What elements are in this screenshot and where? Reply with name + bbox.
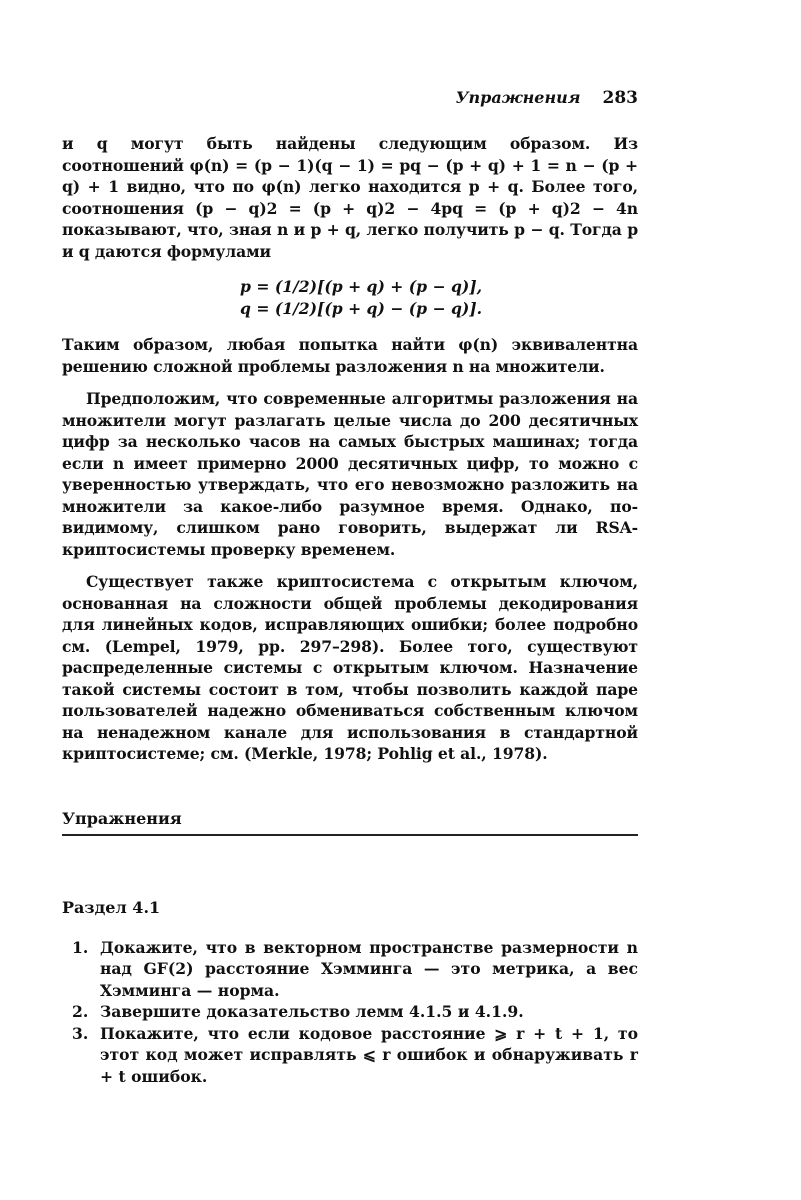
exercise-text: Завершите доказательство лемм 4.1.5 и 4.1.9. bbox=[100, 1002, 524, 1021]
formula-line-q: q = (1/2)[(p + q) − (p − q)]. bbox=[240, 299, 483, 318]
exercise-number: 3. bbox=[72, 1023, 89, 1043]
exercise-text: Покажите, что если кодовое расстояние ⩾ r + t + 1, то этот код может исправлять ⩽ r ошибок и обнаруживать r + t ошибок. bbox=[100, 1023, 638, 1086]
exercise-number: 2. bbox=[72, 1002, 89, 1021]
book-page bbox=[62, 88, 638, 1087]
page-number: 283 bbox=[602, 88, 638, 108]
paragraph-4: Существует также криптосистема с открытым ключом, основанная на сложности общей проблемы декодирования для линейных кодов, исправляющих ошибки; более подробно см. (Lempel, 1979, pp. 297–298). Более того, существуют распределенные системы с открытым ключом. Назначение такой системы состоит в том, чтобы позволить каждой паре пользователей надежно обмениваться собственным ключом на ненадежном канале для использования в стандартной криптосистеме; см. (Merkle, 1978; Pohlig et al., 1978). bbox=[62, 572, 638, 763]
exercise-list bbox=[62, 937, 638, 1088]
paragraph-1: и q могут быть найдены следующим образом. Из соотношений φ(n) = (p − 1)(q − 1) = pq − (p + q) + 1 = n − (p + q) + 1 видно, что по φ(n) легко находится p + q. Более того, соотношения (p − q)2 = (p + q)2 − 4pq = (p + q)2 − 4n показывают, что, зная n и p + q, легко получить p − q. Тогда p и q даются формулами bbox=[62, 134, 638, 261]
exercise-item bbox=[72, 1001, 638, 1023]
formula-line-p: p = (1/2)[(p + q) + (p − q)], bbox=[240, 277, 483, 296]
exercise-item bbox=[72, 937, 638, 1002]
header-section-title: Упражнения bbox=[455, 88, 581, 107]
paragraph-3: Предположим, что современные алгоритмы разложения на множители могут разлагать целые числа до 200 десятичных цифр за несколько часов на самых быстрых машинах; тогда если n имеет примерно 2000 десятичных цифр, то можно с уверенностью утверждать, что его невозможно разложить на множители за какое-либо разумное время. Однако, по-видимому, слишком рано говорить, выдержат ли RSA-криптосистемы проверку временем. bbox=[62, 389, 638, 559]
exercise-item bbox=[72, 1023, 638, 1088]
section-heading: Раздел 4.1 bbox=[62, 897, 161, 917]
paragraph-2: Таким образом, любая попытка найти φ(n) эквивалентна решению сложной проблемы разложения n на множители. bbox=[62, 335, 638, 376]
running-header bbox=[62, 88, 638, 112]
exercise-text: Докажите, что в векторном пространстве размерности n над GF(2) расстояние Хэмминга — это метрика, а вес Хэмминга — норма. bbox=[100, 937, 638, 1000]
exercise-number: 1. bbox=[72, 937, 89, 957]
formula-block bbox=[240, 276, 638, 320]
exercises-heading: Упражнения bbox=[62, 809, 638, 836]
